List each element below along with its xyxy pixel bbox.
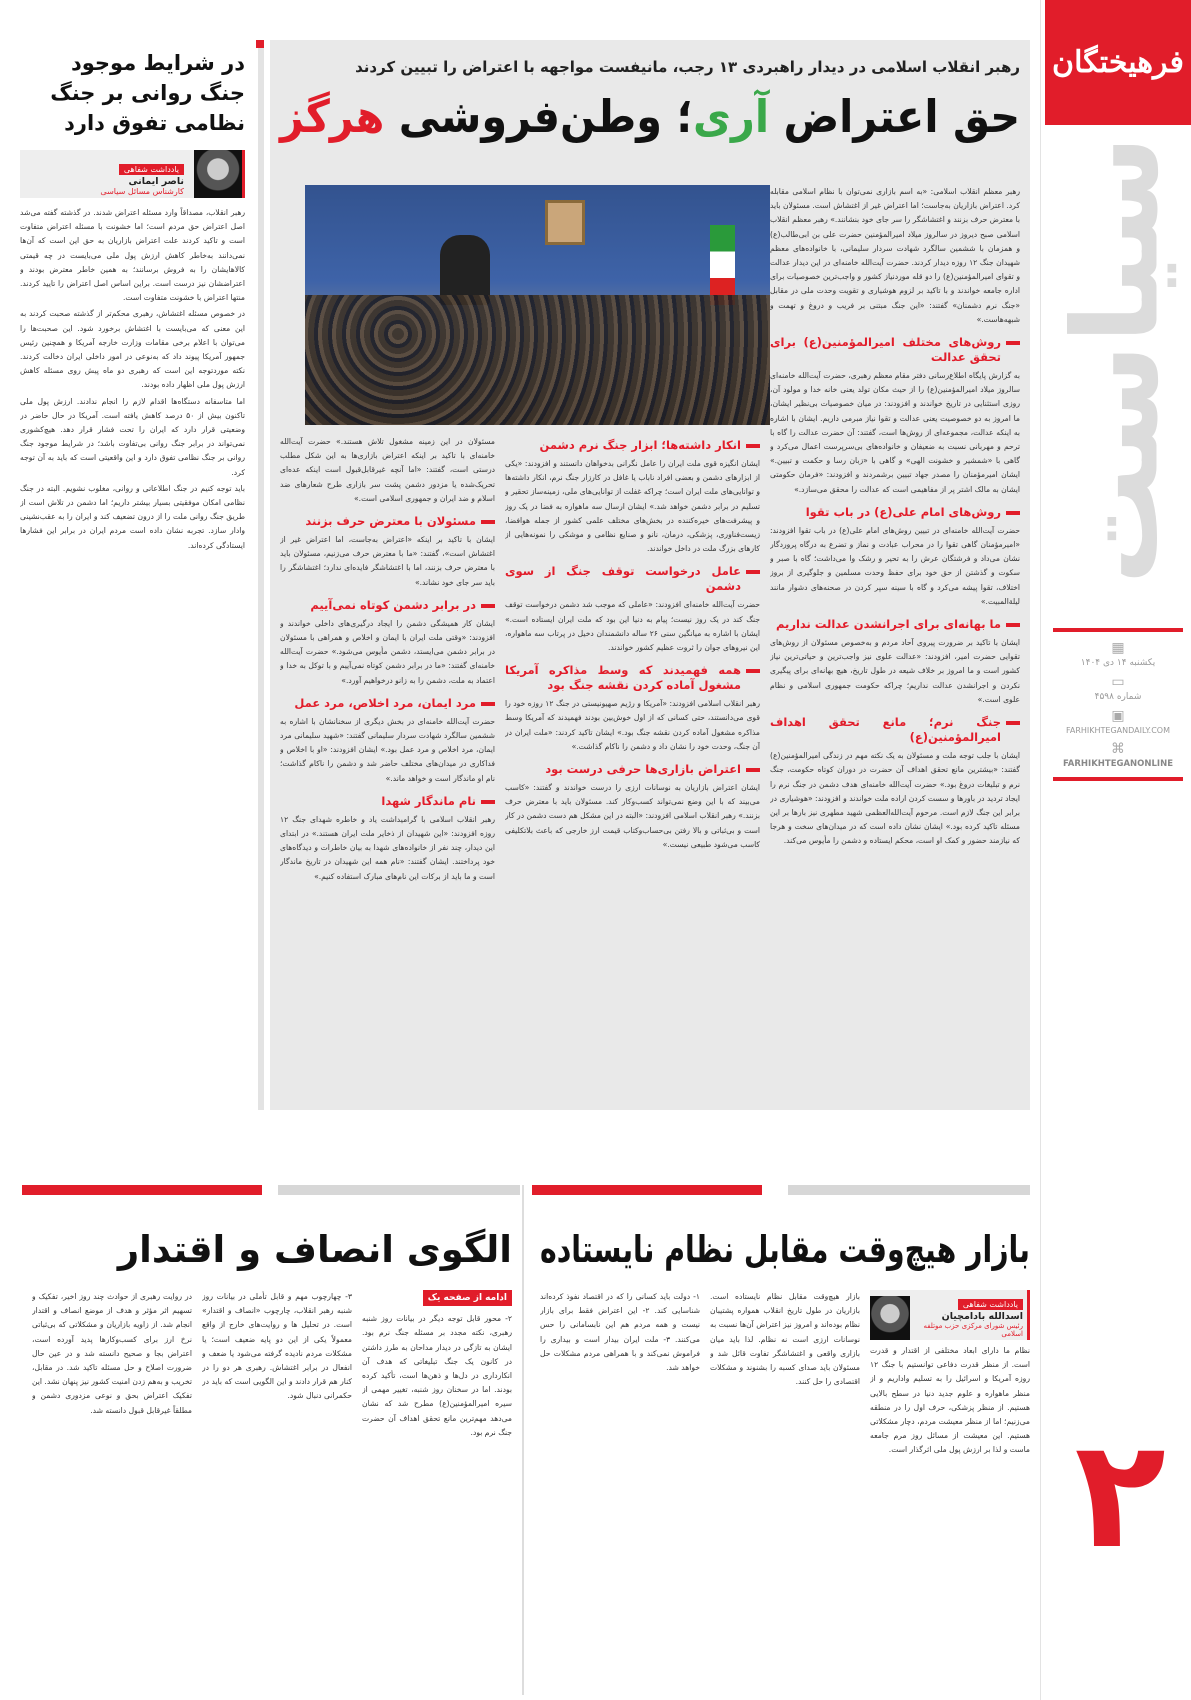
subheading: همه فهمیدند که وسط مذاکره آمریکا مشغول آماده کردن نقشه جنگ بود (505, 663, 760, 693)
headline-part: ؛ وطن‌فروشی (384, 90, 693, 143)
paragraph: در خصوص مسئله اغتشاش، رهبری محکم‌تر از گذشته صحبت کردند به این معنی که می‌بایست با اغتشاش برخورد شود. این صحبت‌ها را می‌توان با اعلام برخی مقامات وزارت خارجه آمریکا و همچنین رئیس جمهور آمریکا پیوند داد که به‌نوعی در امور داخلی ایران دخالت کردند. نکته موردتوجه این است که رهبری دو ماه پیش روی مسئله کاهش ارزش پول ملی اظهار داده بودند. (20, 309, 245, 390)
article-section (505, 438, 760, 556)
lead-kicker: رهبر انقلاب اسلامی در دیدار راهبردی ۱۳ رجب، مانیفست مواجهه با اعتراض را تبیین کردند (355, 58, 1020, 76)
section-bar (788, 1185, 1030, 1195)
section-body: رهبر انقلاب اسلامی با گرامیداشت یاد و خاطره شهدای جنگ ۱۲ روزه افزودند: «این شهیدان از ذخایر ملت ایران هستند.» در ابتدای این دیدار، چند نفر از خانواده‌های شهدا به بیان خاطرات و دیدگاه‌های خود پرداختند. ایشان گفتند: «نام همه این شهیدان در تاریخ ماندگار است و ما باید از برکات این نام‌های مبارک استفاده کنیم.» (280, 814, 495, 881)
bottom-right-article (540, 1290, 1030, 1695)
article-section (280, 794, 495, 884)
subheading: روش‌های مختلف امیرالمؤمنین(ع) برای تحقق عدالت (770, 335, 1020, 365)
author-box (20, 150, 245, 198)
section-title-text: سیاست (1046, 135, 1185, 585)
article-body-col (710, 1290, 860, 1690)
social-icon: ⌘ (1111, 741, 1125, 757)
issue-number: شماره ۴۵۹۸ (1094, 692, 1142, 702)
divider (1053, 628, 1183, 632)
paragraph: ۳- چهارچوب مهم و قابل تأملی در بیانات روز شنبه رهبر انقلاب، چارچوب «انصاف و اقتدار» است. در تحلیل ها و روایت‌های خارج از واقع معمولاً یکی از این دو پایه ضعیف است؛ یا مشکلات مردم نادیده گرفته می‌شود یا ضعف و انفعال در برابر اغتشاش. رهبری هر دو را در کنار هم قرار دادند و این الگویی است که باید در حکمرانی دنبال شود. (202, 1292, 352, 1401)
section-body: ایشان با تاکید بر اینکه «اعتراض به‌جاست، اما اعتراض غیر از اغتشاش است»، گفتند: «ما با معترض حرف می‌زنیم، مسئولان باید با معترض حرف بزنند، اما با اغتشاشگر فایده‌ای ندارد؛ اغتشاشگر را باید سر جای خود نشاند.» (280, 535, 495, 587)
article-body-col (362, 1290, 512, 1690)
opinion-body (20, 206, 245, 1106)
lead-headline (280, 90, 1020, 143)
opinion-title: در شرایط موجود جنگ روانی بر جنگ نظامی تفوق دارد (50, 51, 245, 135)
paragraph: اما متاسفانه دستگاه‌ها اقدام لازم را انجام ندادند. ارزش پول ملی تاکنون بیش از ۵۰ درصد کاهش یافته است. آمریکا در حال حاضر در وضعیتی قرار دارد که ایران را تحت فشار قرار دهد. هیچ‌کشوری نمی‌تواند در برابر جنگ روانی بی‌تفاوت باشد؛ در شرایط موجود جنگ روانی بر جنگ نظامی تفوق دارد و این واقعیتی است که باید به آن توجه کرد. (20, 396, 245, 477)
headline-green-word: آری (692, 90, 769, 143)
middle-column (505, 430, 760, 1100)
note-tag: یادداشت شفاهی (119, 164, 184, 175)
article-section (770, 617, 1020, 707)
website-link[interactable]: FARHIKHTEGANDAILY.COM (1066, 726, 1170, 735)
bottom-right-headline: بازار هیچ‌وقت مقابل نظام نایستاده (540, 1228, 1030, 1271)
article-body-col (870, 1344, 1030, 1684)
subheading: در برابر دشمن کوتاه نمی‌آییم (280, 598, 495, 613)
continued-tag: ادامه از صفحه یک (423, 1290, 512, 1306)
paragraph: ۱- دولت باید کسانی را که در اقتصاد نفوذ کرده‌اند شناسایی کند. ۲- این اعتراض فقط برای بازار نیست و همه مردم هم این نابسامانی را حس می‌کنند. ۳- ملت ایران بیدار است و بیداری را فراموش نمی‌کند و با همراهی مردم مشکلات حل خواهد شد. (540, 1292, 700, 1373)
article-body-col (202, 1290, 352, 1690)
author-name: ناصر ایمانی (128, 176, 184, 187)
subheading: ما بهانه‌ای برای اجرانشدن عدالت نداریم (770, 617, 1020, 632)
author-role: کارشناس مسائل سیاسی (100, 187, 184, 196)
sidebar-divider (1040, 0, 1041, 1700)
divider (1053, 777, 1183, 781)
right-column (770, 185, 1020, 1100)
section-body: حضرت آیت‌الله خامنه‌ای در بخش دیگری از سخنانشان با اشاره به ششمین سالگرد شهادت سردار سلیمانی گفتند: «شهید سلیمانی مرد ایمان، مرد اخلاص و مرد عمل بود.» ایشان افزودند: «او با اخلاص و فداکاری در میدان‌های مختلف حاضر شد و دشمن را ناکام گذاشت؛ نام او ماندگار است و خواهد ماند.» (280, 716, 495, 783)
note-tag: یادداشت شفاهی (958, 1299, 1023, 1310)
crowd (305, 295, 770, 425)
section-body: ایشان با جلب توجه ملت و مسئولان به یک نکته مهم در زندگی امیرالمؤمنین(ع) گفتند: «بیشترین مانع تحقق اهداف آن حضرت در دوران کوتاه حکومت، جنگ نرم و تبلیغات دروغ بود.» حضرت آیت‌الله خامنه‌ای هدف دشمن در جنگ نرم را ایجاد تردید در باورها و سست کردن اراده ملت خواندند و افزودند: «هوشیاری در برابر این جنگ لازم است. مرحوم آیت‌الله‌العظمی شهید مطهری نیز بارها بر این مسئله تاکید کرده بود.» ایشان نشان داده است که در میدان‌های سخت و هرجا که نیازمند حضور و کمک او است، محکم ایستاده و دشمن را مأیوس می‌کند. (770, 751, 1020, 846)
article-section (505, 762, 760, 852)
issue-info (1053, 620, 1183, 789)
paragraph: ۲- محور قابل توجه دیگر در بیانات روز شنبه رهبری، نکته مجدد بر مسئله جنگ نرم بود. ایشان به تازگی در دیدار مداحان به طرز داشتن در کانون یک جنگ تبلیغاتی که هدف آن انکارداری در دل‌ها و ذهن‌ها است، تأکید کرده بودند. اما در سخنان روز شنبه، تغییر مهمی از سیره امیرالمؤمنین(ع) مطرح شد که نشان می‌دهد مهم‌ترین مانع تحقق اهداف آن حضرت جنگ نرم بود. (362, 1314, 512, 1437)
subheading: عامل درخواست توقف جنگ از سوی دشمن (505, 564, 760, 594)
article-section (770, 335, 1020, 497)
flag (710, 225, 735, 305)
section-title (1031, 135, 1191, 585)
section-body: حضرت آیت‌الله خامنه‌ای در تبیین روش‌های امام علی(ع) در باب تقوا افزودند: «امیرمؤمنان گاهی تقوا را در محراب عبادت و نماز و تضرع به درگاه پروردگار نشان می‌داد و فرشتگان عرش را به تحیر و رشک وا می‌داشت؛ گاه با صبر و سکوت و گذشتن از حق خود برای حفظ وحدت مسلمین و جلوگیری از بروز اختلاف، تقوا پیشه می‌کرد و گاه با سینه سپر کردن در صحنه‌های دشوار مانند لیلةالمبیت.» (770, 525, 1020, 606)
headline-red-word: هرگز (279, 90, 385, 143)
headline-part: حق اعتراض (768, 90, 1020, 143)
bottom-left-headline: الگوی انصاف و اقتدار (117, 1228, 512, 1271)
newspaper-logo: فرهیختگان (1045, 0, 1191, 125)
red-marker (256, 40, 264, 48)
social-handle[interactable]: FARHIKHTEGANONLINE (1062, 759, 1174, 769)
author-photo (870, 1296, 910, 1340)
article-section (280, 598, 495, 688)
bottom-right-headline-box (535, 1225, 1030, 1280)
subheading: جنگ نرم؛ مانع تحقق اهداف امیرالمؤمنین(ع) (770, 715, 1020, 745)
article-body-col (540, 1290, 700, 1690)
bottom-left-article (22, 1290, 512, 1695)
author-box (870, 1290, 1030, 1340)
subheading: انکار داشته‌ها؛ ابزار جنگ نرم دشمن (505, 438, 760, 453)
section-bar (22, 1185, 262, 1195)
section-body: به گزارش پایگاه اطلاع‌رسانی دفتر مقام معظم رهبری، حضرت آیت‌الله خامنه‌ای سالروز میلاد امیرالمؤمنین(ع) را از حیث مکان تولد یعنی خانه خدا و مولود آن، روزی استثنایی در تاریخ خواندند و افزودند: در میان خصوصیات بی‌نظیر ایشان، ما امروز به دو خصوصیت یعنی عدالت و تقوا نیاز مبرمی داریم. ایشان با اشاره به اینکه عدالت، مجموعه‌ای از روش‌ها است، گفتند: آن حضرت عدالت را گاه با ترحم و مهربانی نسبت به ضعیفان و خانواده‌های بی‌سرپرست اعمال می‌کرد و گاهی با «شمشیر و خشونت الهی» و گاهی با «زبان رسا و حکمت و تبیین.» ایشان امیرمؤمنان را مصدر جهاد تبیین برشمردند و افزودند: «فرمان حکومتی ایشان به مالک اشتر پر از مفاهیمی است که عدالت را محقق می‌سازد.» (770, 371, 1020, 494)
section-body: ایشان اعتراض بازاریان به نوسانات ارزی را درست خواندند و گفتند: «کاسب می‌بیند که با این وضع نمی‌تواند کسب‌وکار کند. مسئولان باید با معترض حرف بزنند.» رهبر انقلاب اسلامی افزودند: «البته در این مشکل هم دست دشمن در کار است و بی‌ثباتی و بالا رفتن بی‌حساب‌وکتاب قیمت ارز خارجی که باعث بلاتکلیفی کاسب می‌شود طبیعی نیست.» (505, 783, 760, 849)
lead-story (270, 40, 1030, 1110)
article-section (505, 663, 760, 754)
page-number: ۲ (1074, 1408, 1166, 1582)
author-photo (194, 150, 242, 198)
lead-photo (305, 185, 770, 425)
issue-date: یکشنبه ۱۴ دی ۱۴۰۴ (1080, 658, 1156, 668)
section-bar (278, 1185, 520, 1195)
paragraph: نظام ما دارای ابعاد مختلفی از اقتدار و قدرت است. از منظر قدرت دفاعی توانستیم با جنگ ۱۲ روزه آمریکا و اسرائیل را به تسلیم واداریم و از منظر ماهواره و علوم جدید دنیا در سطح بالایی هستیم. از منظر پزشکی، حرف اول را در منطقه می‌زنیم؛ اما از منظر معیشت مردم، دچار مشکلاتی هستیم. این معیشت از مسائل روز مرم جامعه ماست و لذا بر ارزش پول ملی اثرگذار است. (870, 1346, 1030, 1455)
section-body: ایشان کار همیشگی دشمن را ایجاد درگیری‌های داخلی خواندند و افزودند: «وقتی ملت ایران با ایمان و اخلاص و همراهی با مسئولان در برابر دشمن می‌ایستد، دشمن مأیوس می‌شود.» حضرت آیت‌الله خامنه‌ای گفتند: «ما در برابر دشمن کوتاه نمی‌آییم و با توکل به خدا و اعتماد به ملت، دشمن را به زانو درخواهیم آورد.» (280, 618, 495, 685)
issue-number-icon: ▭ (1111, 674, 1125, 690)
section-body: حضرت آیت‌الله خامنه‌ای افزودند: «عاملی که موجب شد دشمن درخواست توقف جنگ کند در یک روز نیست؛ پیام به دنیا این بود که ملت ایران ایستاده است.» ایشان با اشاره به میانگین سنی ۲۶ ساله دانشمندان دخیل در پرتاب سه ماهواره، این نیروهای جوان را ثروت عظیم کشور خواندند. (505, 600, 760, 653)
section-body: رهبر انقلاب اسلامی افزودند: «آمریکا و رژیم صهیونیستی در جنگ ۱۲ روزه خود را قوی می‌دانستند، حتی کسانی که از اول خوش‌بین بودند فهمیدند که آمریکا وسط مذاکره مشغول آماده کردن نقشه جنگ بود.» ایشان تاکید کردند: «ملت ایران در آن جنگ، وحدت خود را نشان داد و دشمن را ناکام گذاشت.» (505, 699, 760, 751)
paragraph: رهبر انقلاب، مصداقاً وارد مسئله اعتراض شدند. در گذشته گفته می‌شد اصل اعتراض حق مردم است؛ اما خشونت با مسئله اعتراض متفاوت است و تاکید کردند علت اعتراض بازاریان به حق این است که آن‌ها نمی‌دانند به‌خاطر کاهش ارزش پول ملی می‌بایست در چه قیمتی کالاهایشان را به فروش برسانند؛ به همین خاطر معترض بودند و اعتراضشان نیز درست است. براین اساس اصل اعتراض را تایید کردند. منتها اعتراض با خشونت متفاوت است. (20, 208, 245, 303)
section-body: ایشان با تاکید بر ضرورت پیروی آحاد مردم و به‌خصوص مسئولان از روش‌های تقوایی حضرت امیر، افزودند: «عدالت علوی نیز واجب‌ترین و حیاتی‌ترین نیاز کشور است و ما امروز بر خلاف شیعه در طول تاریخ، هیچ بهانه‌ای برای پیگیری نکردن و اجرانشدن عدالت نداریم؛ چراکه حکومت جمهوری اسلامی و نظام علوی است.» (770, 638, 1020, 704)
author-name: اسدالله بادامچیان (941, 1311, 1023, 1322)
article-section (770, 715, 1020, 848)
subheading: مسئولان با معترض حرف بزنند (280, 514, 495, 529)
article-section (280, 514, 495, 590)
article-section (770, 505, 1020, 609)
section-bar (532, 1185, 762, 1195)
subheading: اعتراض بازاری‌ها حرفی درست بود (505, 762, 760, 777)
author-role: رئیس شورای مرکزی حزب موتلفه اسلامی (923, 1322, 1023, 1338)
article-section (280, 696, 495, 786)
portrait-frame (545, 200, 585, 245)
left-column (280, 435, 495, 1100)
column-divider (258, 40, 264, 1110)
subheading: روش‌های امام علی(ع) در باب تقوا (770, 505, 1020, 520)
paragraph: بازار هیچ‌وقت مقابل نظام نایستاده است. بازاریان در طول تاریخ انقلاب همواره پشتیبان نظام بوده‌اند و امروز نیز اعتراض آن‌ها نسبت به نوسانات ارزی است نه نظام. لذا باید میان بازاری واقعی و اغتشاشگر تفاوت قائل شد و مسئولان باید صدای کسبه را بشنوند و مشکلات اقتصادی را حل کنند. (710, 1292, 860, 1387)
calendar-icon: ▦ (1111, 640, 1125, 656)
website-icon: ▣ (1111, 708, 1125, 724)
paragraph: در روایت رهبری از حوادث چند روز اخیر، تفکیک و تسهیم اثر مؤثر و هدف از موضع انصاف و اقتدار انجام شد. از زاویه بازاریان و مشکلاتی که بی‌ثباتی نرخ ارز برای کسب‌وکارها پدید آورده است، اعتراض بجا و صحیح دانسته شد و در عین حال ضرورت اصلاح و حل مسئله تاکید شد. در مقابل، تخریب و به‌هم زدن امنیت کشور نیز پنهان نشد. این تفکیک اعتراض بحق و نوعی مزدوری دشمن و مطلقاً غیرقابل قبول دانسته شد. (32, 1292, 192, 1415)
article-section (505, 564, 760, 655)
article-body-col (32, 1290, 192, 1690)
subheading: مرد ایمان، مرد اخلاص، مرد عمل (280, 696, 495, 711)
subheading: نام ماندگار شهدا (280, 794, 495, 809)
paragraph: باید توجه کنیم در جنگ اطلاعاتی و روانی، مغلوب نشویم. البته در جنگ نظامی امکان موفقیتی بسیار بیشتر داریم؛ اما دشمن در تلاش است از طریق جنگ روانی ملت را از درون تضعیف کند و ایران را به عقب‌نشینی وادار سازد. تجربه نشان داده است مردم ایران در برابر این فشارها ایستادگی کرده‌اند. (20, 483, 245, 550)
section-body: مسئولان در این زمینه مشغول تلاش هستند.» حضرت آیت‌الله خامنه‌ای با تاکید بر اینکه اعتراض بازاری‌ها به این شکل مطلب درستی است، گفتند: «اما آنچه غیرقابل‌قبول است اینکه عده‌ای تحریک‌شده یا مزدور دشمن پشت سر بازاری طرح شعارهای ضد اسلام و ضد ایران و جمهوری اسلامی است.» (280, 437, 495, 503)
opinion-article (20, 48, 245, 1106)
section-body: ایشان انگیزه‌ قوی ملت ایران را عامل نگرانی بدخواهان دانستند و افزودند: «یکی از ابزارهای دشمن و بعضی افراد ناباب یا غافل در کارزار جنگ نرم، انکار داشته‌ها و توانایی‌های ملت ایران است؛ چراکه غفلت از توانایی‌های ملی، زمینه‌ساز تحقیر و تسلیم در برابر دشمن خواهد شد.» ایشان ارسال سه ماهواره به فضا در یک روز و پیشرفت‌های خیره‌کننده در بخش‌های مختلف علمی کشور از جمله هوافضا، زیست‌فناوری، پزشکی، درمان، نانو و صنایع نظامی و موشکی را نمونه‌هایی از کارهای بزرگ ملت در داخل خواندند. (505, 459, 760, 554)
lead-intro: رهبر معظم انقلاب اسلامی: «به اسم بازاری نمی‌توان با نظام اسلامی مقابله کرد. اعتراض بازاریان به‌جاست؛ اما اعتراض غیر از اغتشاش است. مسئولان باید با معترض حرف بزنند و اغتشاشگر را سر جای خود بنشانند.» رهبر معظم انقلاب اسلامی صبح دیروز در سالروز میلاد امیرالمؤمنین حضرت علی بن ابی‌طالب(ع) و همزمان با ششمین سالگرد شهادت سردار سلیمانی، با خانواده‌های معظم شهیدان جنگ ۱۲ روزه دیدار کردند. حضرت آیت‌الله خامنه‌ای در این دیدار عدالت و تقوای امیرالمؤمنین(ع) را دو قله موردنیاز کشور و واجب‌ترین خصوصیات برای اداره جامعه خواندند و با تاکید بر لزوم هوشیاری و تقویت وحدت ملی در مقابل «جنگ نرم دشمنان» گفتند: «این جنگ مبتنی بر فریب و دروغ و تهمت و شبهه‌هاست.» (770, 187, 1020, 324)
bottom-left-headline-box (22, 1225, 512, 1280)
